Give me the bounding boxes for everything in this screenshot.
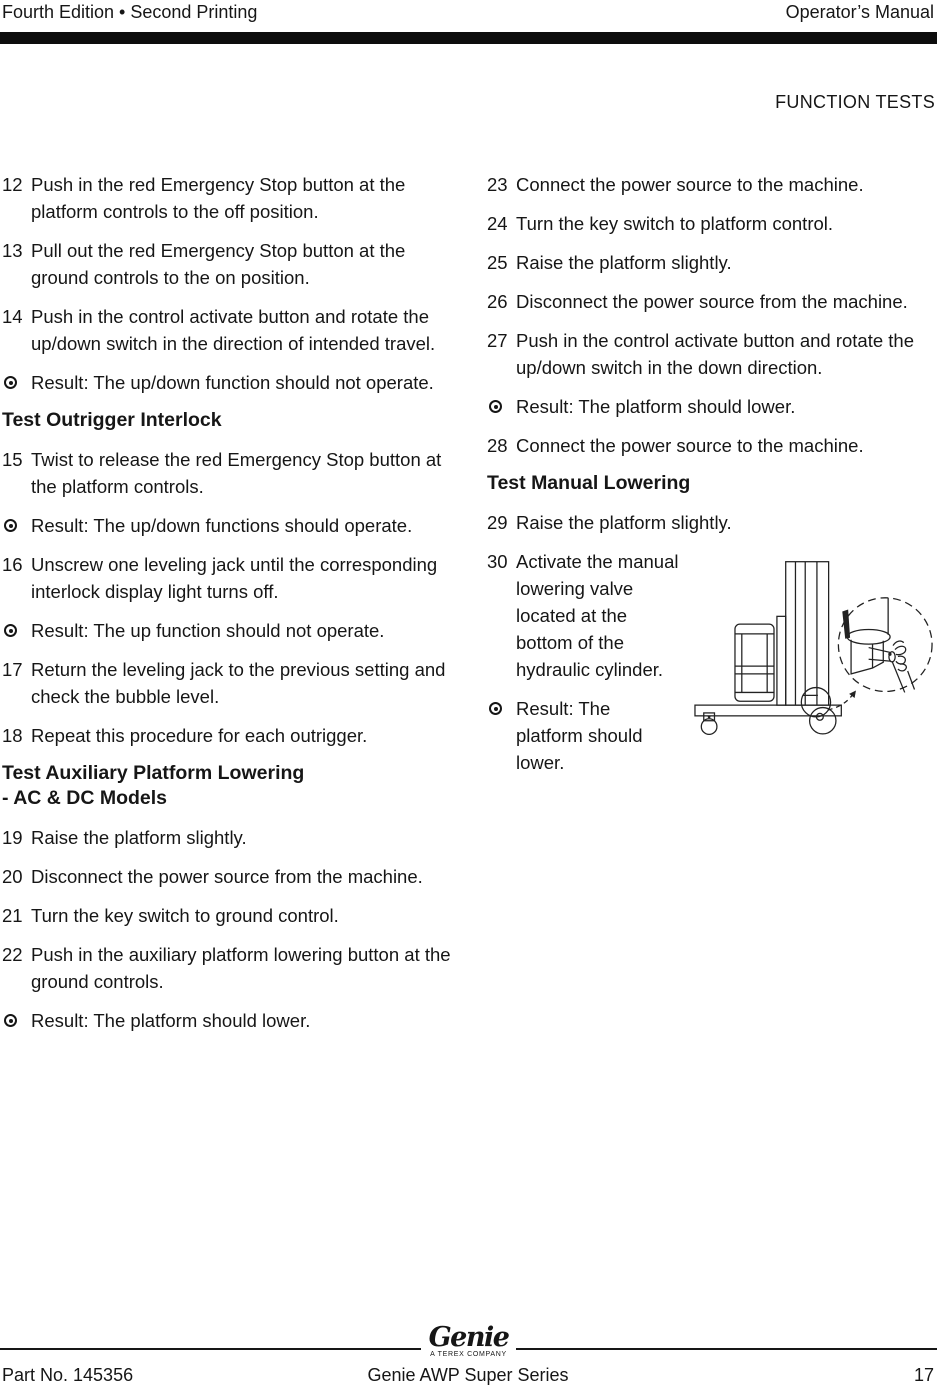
step-item — [487, 171, 937, 198]
result-item — [487, 393, 937, 420]
step-number: 30 — [487, 551, 508, 572]
step-text: Activate the manual lowering valve located at the bottom of the hydraulic cylinder. — [516, 551, 679, 680]
step-number: 20 — [2, 866, 23, 887]
step-item — [487, 432, 937, 459]
circled-dot-icon — [4, 519, 17, 532]
section-title: FUNCTION TESTS — [775, 92, 935, 112]
step-text: Push in the control activate button and rotate the up/down switch in the direction of intended travel. — [31, 306, 436, 354]
result-item — [2, 617, 452, 644]
footer-rule-right — [516, 1348, 937, 1350]
step-item — [2, 551, 452, 605]
heading-line: Test Outrigger Interlock — [2, 409, 222, 431]
left-column — [2, 171, 452, 1046]
step-item — [2, 863, 452, 890]
step-text: Turn the key switch to platform control. — [516, 213, 834, 234]
step-number: 23 — [487, 174, 508, 195]
step-number: 21 — [2, 905, 23, 926]
step-text: Repeat this procedure for each outrigger. — [31, 725, 368, 746]
circled-dot-icon — [4, 376, 17, 389]
step-text: Connect the power source to the machine. — [516, 435, 864, 456]
step-text: Disconnect the power source from the machine. — [516, 291, 908, 312]
step-text: Raise the platform slightly. — [516, 252, 732, 273]
step-number: 25 — [487, 252, 508, 273]
step-number: 16 — [2, 554, 23, 575]
step-text: Push in the red Emergency Stop button at the platform controls to the off position. — [31, 174, 406, 222]
step-number: 15 — [2, 449, 23, 470]
edition-text: Fourth Edition • Second Printing — [2, 2, 258, 22]
section-heading — [2, 761, 452, 811]
right-column — [487, 171, 937, 1046]
footer-text-row — [0, 1359, 937, 1387]
footer-logo-row — [0, 1322, 937, 1359]
step-number: 18 — [2, 725, 23, 746]
step-number: 27 — [487, 330, 508, 351]
step-number: 22 — [2, 944, 23, 965]
heading-line: - AC & DC Models — [2, 787, 168, 809]
step-text: Disconnect the power source from the machine. — [31, 866, 423, 887]
page-footer — [0, 1322, 937, 1387]
step-number: 17 — [2, 659, 23, 680]
circled-dot-icon — [489, 400, 502, 413]
step-item — [487, 288, 937, 315]
step-item — [2, 171, 452, 225]
terex-company-text: A TEREX COMPANY — [430, 1351, 507, 1358]
step-number: 19 — [2, 827, 23, 848]
step-text: Return the leveling jack to the previous setting and check the bubble level. — [31, 659, 446, 707]
circled-dot-icon — [4, 624, 17, 637]
section-heading — [487, 471, 937, 496]
circled-dot-icon — [4, 1014, 17, 1027]
manual-lowering-illustration — [691, 550, 937, 750]
step-number: 12 — [2, 174, 23, 195]
heading-line: Test Auxiliary Platform Lowering — [2, 762, 305, 784]
step-text: Raise the platform slightly. — [516, 512, 732, 533]
genie-logo — [421, 1322, 517, 1359]
result-text: Result: The platform should lower. — [516, 396, 796, 417]
step-item — [2, 722, 452, 749]
result-item — [2, 369, 452, 396]
step-text: Connect the power source to the machine. — [516, 174, 864, 195]
hand-icon — [892, 641, 914, 692]
result-item — [487, 695, 676, 776]
step-item — [487, 327, 937, 381]
step-text: Unscrew one leveling jack until the corresponding interlock display light turns off. — [31, 554, 438, 602]
result-text: Result: The up function should not operate. — [31, 620, 385, 641]
step-item — [487, 210, 937, 237]
result-item — [2, 1007, 452, 1034]
step-item — [2, 902, 452, 929]
step-text: Pull out the red Emergency Stop button at the ground controls to the on position. — [31, 240, 406, 288]
lift-machine-drawing — [691, 550, 937, 750]
result-text: Result: The platform should lower. — [31, 1010, 311, 1031]
valve-detail-circle — [838, 598, 932, 693]
step-text: Push in the auxiliary platform lowering button at the ground controls. — [31, 944, 451, 992]
genie-logo-text: Genie — [428, 1322, 509, 1353]
step-item — [2, 656, 452, 710]
two-column-body — [0, 171, 937, 1046]
step-item — [2, 824, 452, 851]
manual-title: Operator’s Manual — [785, 2, 934, 22]
step-text: Twist to release the red Emergency Stop button at the platform controls. — [31, 449, 442, 497]
step-item — [2, 446, 452, 500]
page-number: 17 — [913, 1365, 934, 1385]
footer-rule-left — [0, 1348, 421, 1350]
step-text: Turn the key switch to ground control. — [31, 905, 339, 926]
step-number: 13 — [2, 240, 23, 261]
series-title: Genie AWP Super Series — [367, 1365, 569, 1385]
step-item — [2, 303, 452, 357]
result-text: Result: The up/down function should not operate. — [31, 372, 434, 393]
circled-dot-icon — [489, 702, 502, 715]
heading-line: Test Manual Lowering — [487, 472, 691, 494]
result-text: Result: The platform should lower. — [516, 698, 643, 773]
header-rule — [0, 32, 937, 44]
result-text: Result: The up/down functions should operate. — [31, 515, 413, 536]
step-number: 14 — [2, 306, 23, 327]
lift-machine — [695, 562, 841, 735]
result-item — [2, 512, 452, 539]
part-number: Part No. 145356 — [2, 1365, 134, 1385]
step-item — [2, 941, 452, 995]
section-heading — [2, 408, 452, 433]
step-item — [487, 548, 690, 683]
step-item — [487, 249, 937, 276]
step-text: Push in the control activate button and rotate the up/down switch in the down direction. — [516, 330, 915, 378]
step-number: 29 — [487, 512, 508, 533]
step-text: Raise the platform slightly. — [31, 827, 247, 848]
step-number: 28 — [487, 435, 508, 456]
step-item — [2, 237, 452, 291]
step-number: 24 — [487, 213, 508, 234]
page-header — [0, 0, 937, 23]
step-item — [487, 509, 937, 536]
step-number: 26 — [487, 291, 508, 312]
